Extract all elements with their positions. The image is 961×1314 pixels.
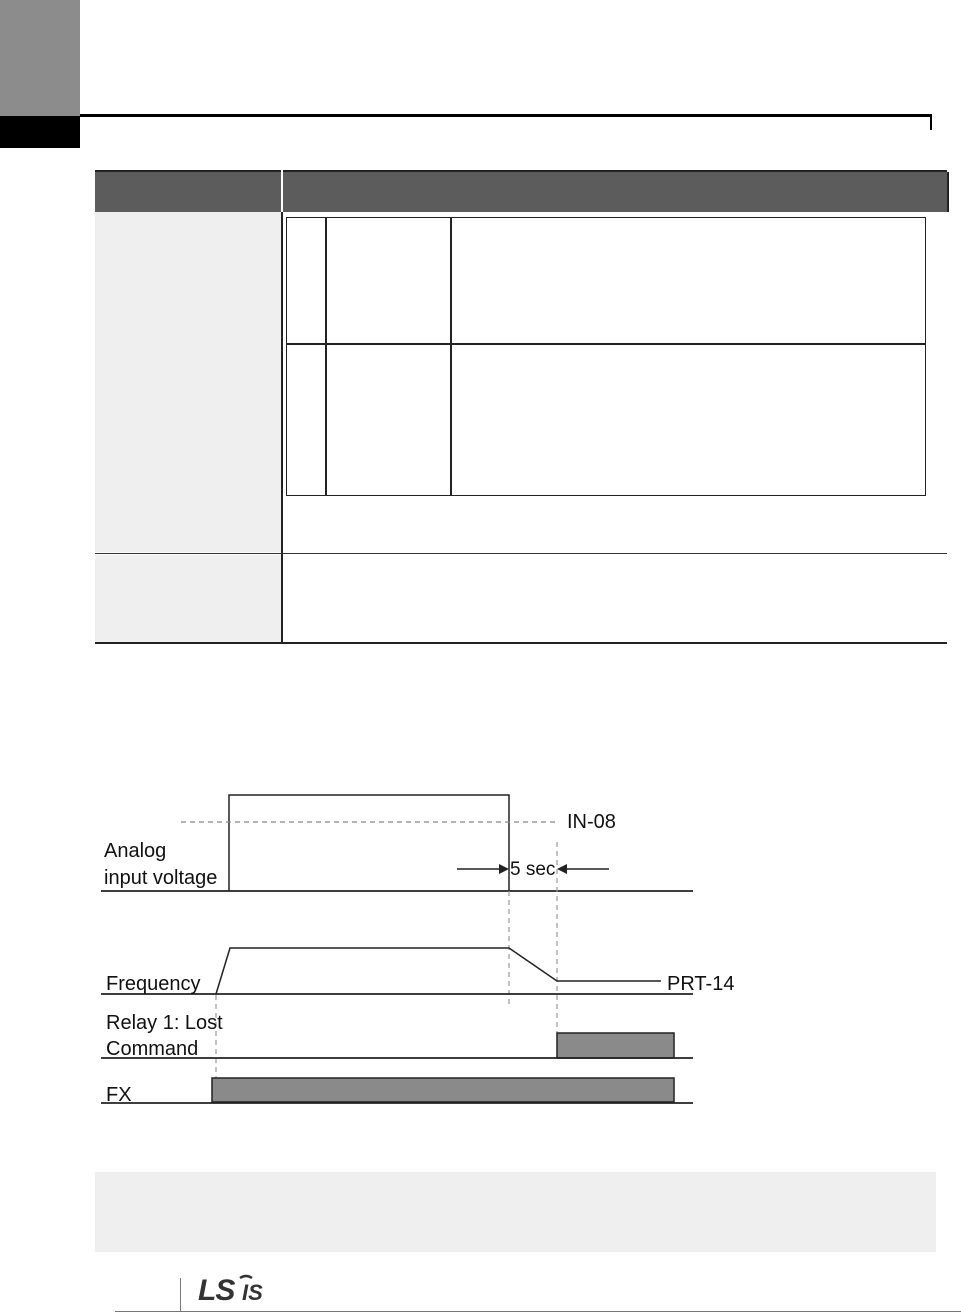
- header-rule-tick: [930, 114, 932, 130]
- analog-label: Analog: [104, 840, 167, 862]
- svg-text:LS: LS: [198, 1274, 235, 1306]
- lost-command-timing-chart: [95, 780, 755, 1120]
- fx-command-signal: [212, 1078, 674, 1102]
- header-rule: [80, 114, 932, 117]
- chapter-tab: [0, 0, 80, 116]
- delay-arrowhead-right: [557, 864, 567, 874]
- delay-label: 5 sec: [510, 859, 556, 880]
- frequency-label: Frequency: [106, 973, 201, 995]
- footer-rule-tick: [180, 1278, 181, 1311]
- fx-label: FX: [106, 1084, 132, 1106]
- relay-label: Command: [106, 1038, 199, 1060]
- table-row-2-code-cell: [95, 555, 281, 642]
- table-row-1-code-cell: [95, 212, 281, 552]
- table-row-divider: [95, 553, 947, 554]
- analog-label: input voltage: [104, 867, 218, 889]
- subtable-divider: [325, 218, 327, 495]
- prt14-label: PRT-14: [667, 973, 735, 995]
- table-header-description: [283, 170, 947, 212]
- frequency-signal: [216, 948, 661, 994]
- footer-rule: [115, 1311, 961, 1312]
- settings-subtable: [286, 217, 926, 496]
- in08-label: IN-08: [567, 811, 616, 833]
- subtable-divider: [450, 218, 452, 495]
- table-header-code: [95, 170, 281, 212]
- subtable-row-divider: [287, 343, 925, 345]
- table-column-divider: [281, 212, 283, 643]
- relay-output-signal: [557, 1033, 674, 1058]
- analog-voltage-signal: [229, 795, 509, 891]
- delay-arrowhead-left: [499, 864, 509, 874]
- timing-chart-svg: [95, 780, 755, 1120]
- chapter-tab-marker: [0, 116, 80, 148]
- lsis-logo: [196, 1272, 286, 1306]
- note-box: [95, 1172, 936, 1252]
- relay-label: Relay 1: Lost: [106, 1012, 223, 1034]
- svg-text:IS: IS: [242, 1280, 263, 1305]
- table-bottom-rule: [95, 642, 947, 644]
